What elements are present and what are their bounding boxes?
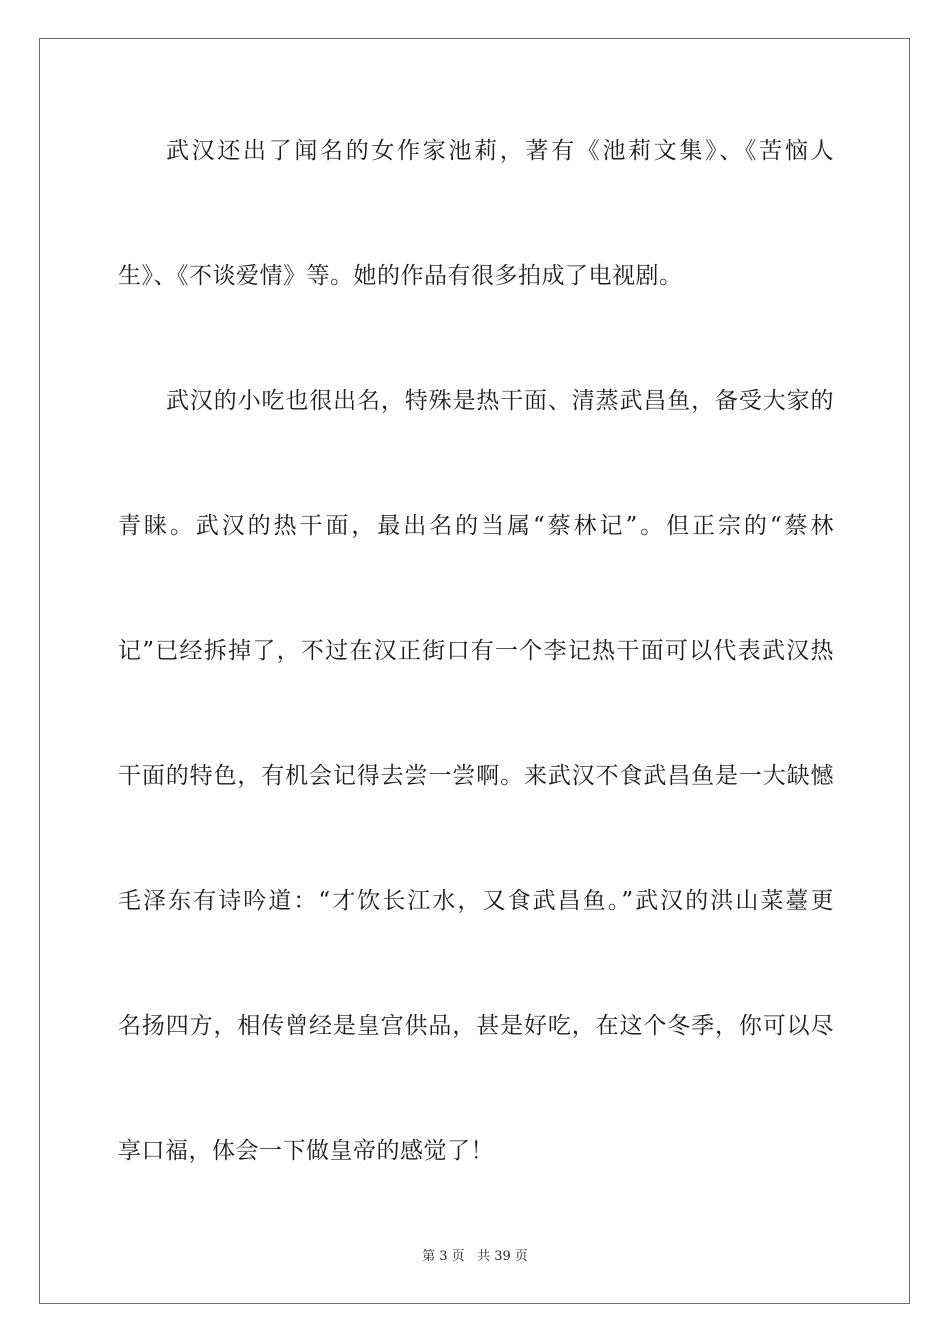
paragraph-2-line-3: 记”已经拆掉了，不过在汉正街口有一个李记热干面可以代表武汉热 bbox=[118, 638, 834, 664]
paragraph-2-line-6: 名扬四方，相传曾经是皇宫供品，甚是好吃，在这个冬季，你可以尽 bbox=[118, 1013, 834, 1039]
paragraph-2-line-1: 武汉的小吃也很出名，特殊是热干面、清蒸武昌鱼，备受大家的 bbox=[166, 388, 834, 414]
paragraph-2-line-2: 青睐。武汉的热干面，最出名的当属“蔡林记”。但正宗的“蔡林 bbox=[118, 513, 834, 539]
page-number: 第 3 页 bbox=[422, 1249, 465, 1264]
paragraph-2-line-5: 毛泽东有诗吟道：“才饮长江水，又食武昌鱼。”武汉的洪山菜薹更 bbox=[118, 888, 834, 914]
paragraph-1-line-2: 生》、《不谈爱情》等。她的作品有很多拍成了电视剧。 bbox=[118, 263, 683, 289]
paragraph-2-line-4: 干面的特色，有机会记得去尝一尝啊。来武汉不食武昌鱼是一大缺憾 bbox=[118, 763, 834, 789]
page-total: 共 39 页 bbox=[477, 1249, 528, 1264]
page-footer bbox=[0, 1248, 950, 1266]
paragraph-1-line-1: 武汉还出了闻名的女作家池莉，著有《池莉文集》、《苦恼人 bbox=[166, 138, 834, 164]
paragraph-2-line-7: 享口福，体会一下做皇帝的感觉了！ bbox=[118, 1138, 494, 1164]
page-frame bbox=[39, 38, 910, 1304]
